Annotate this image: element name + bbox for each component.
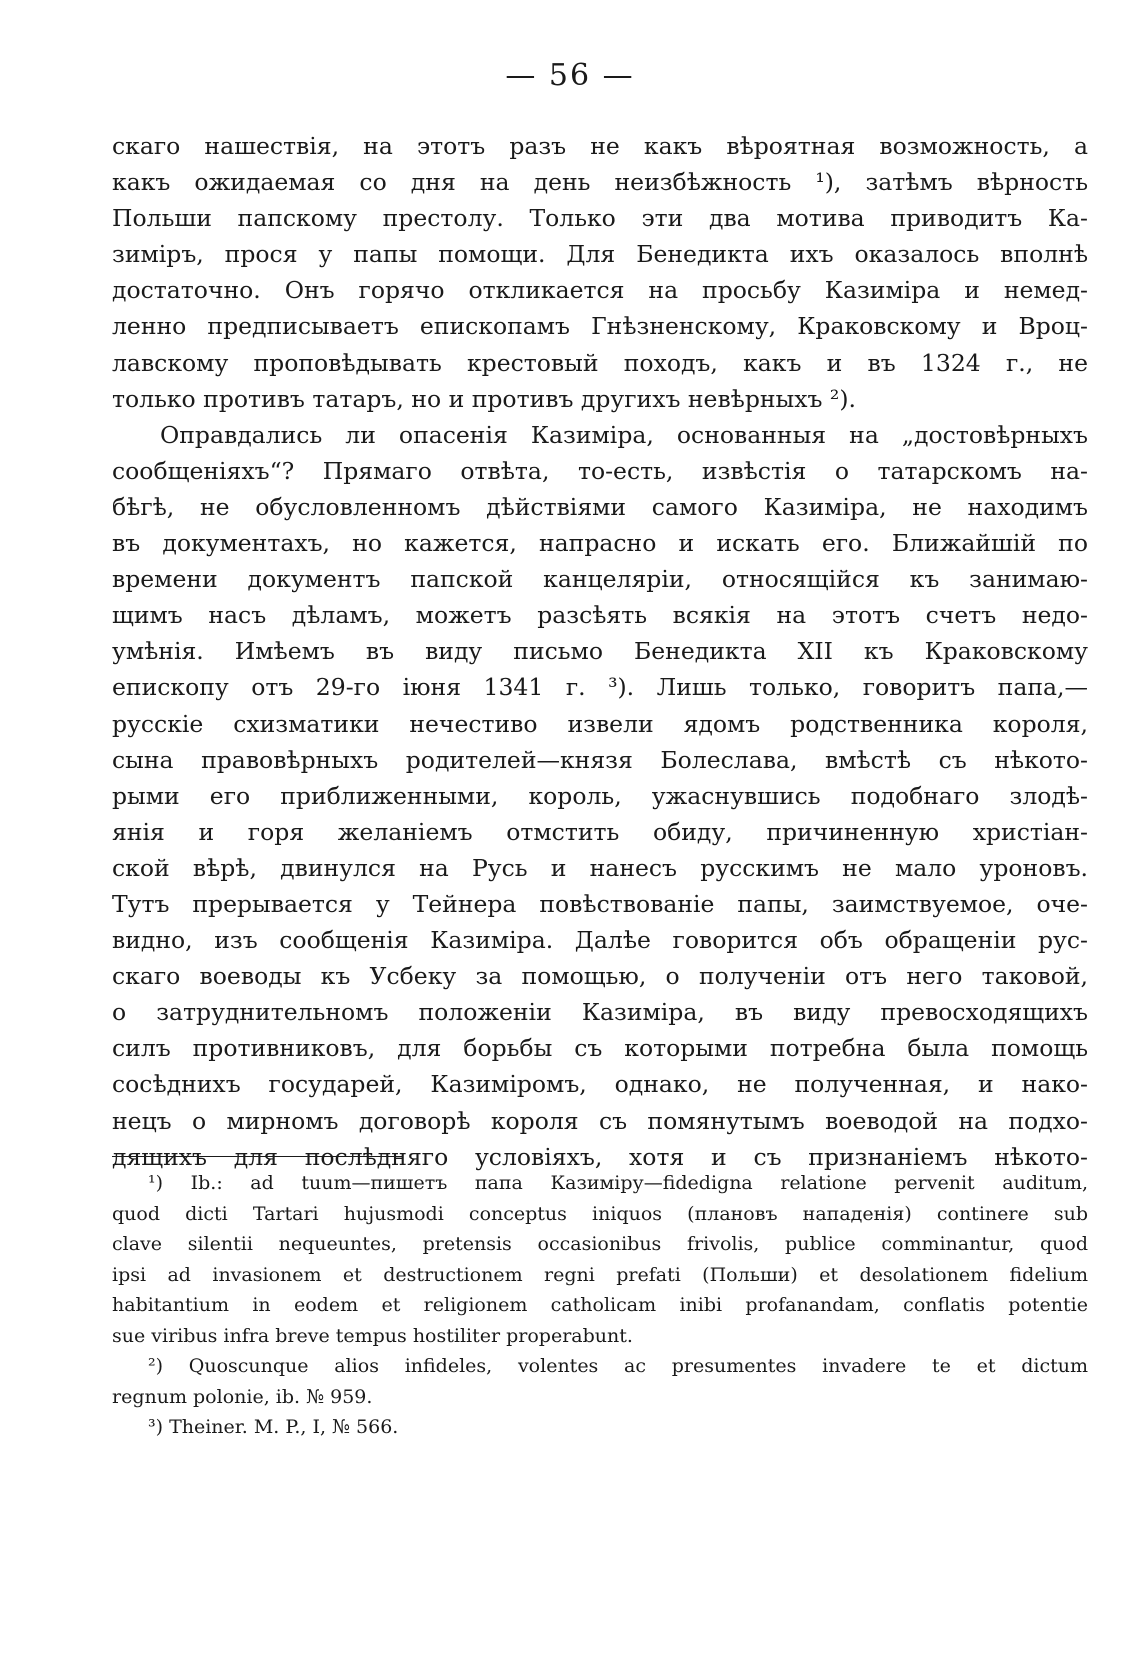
main-text — [112, 128, 1088, 1175]
text-line: умѣнія. Имѣемъ въ виду письмо Бенедикта XII къ Краковскому — [112, 637, 1088, 666]
text-line: видно, изъ сообщенія Казиміра. Далѣе говорится объ обращеніи рус- — [112, 926, 1088, 955]
text-line: бѣгѣ, не обусловленномъ дѣйствіями самого Казиміра, не находимъ — [112, 492, 1088, 521]
text-line: скаго воеводы къ Усбеку за помощью, о полученіи отъ него таковой, — [112, 962, 1088, 991]
footnote-line: clave silentii nequeuntes, pretensis occasionibus frivolis, publice comminantur, quod — [112, 1233, 1088, 1255]
text-line: какъ ожидаемая со дня на день неизбѣжность ¹), затѣмъ вѣрность — [112, 168, 1088, 197]
text-line: епископу отъ 29-го іюня 1341 г. ³). Лишь только, говоритъ папа,— — [112, 673, 1088, 702]
footnote-line: ipsi ad invasionem et destructionem regni prefati (Польши) et desolationem fidelium — [112, 1263, 1088, 1286]
text-line: Тутъ прерывается у Тейнера повѣствованіе папы, заимствуемое, оче- — [112, 889, 1088, 918]
text-line: времени документъ папской канцеляріи, относящійся къ занимаю- — [112, 565, 1088, 594]
text-line: сына правовѣрныхъ родителей—князя Болеслава, вмѣстѣ съ нѣкото- — [112, 745, 1088, 774]
footnote-line: quod dicti Tartari hujusmodi conceptus iniquos (плановъ нападенія) continere sub — [112, 1202, 1088, 1225]
footnote-line: ²) Quoscunque alios infideles, volentes ac presumentes invadere te et dictum — [148, 1355, 1088, 1377]
text-line: сообщеніяхъ“? Прямаго отвѣта, то-есть, извѣстія о татарскомъ на- — [112, 456, 1088, 485]
footnote-line: ³) Theiner. M. P., I, № 566. — [148, 1416, 399, 1438]
text-line: лавскому проповѣдывать крестовый походъ, какъ и въ 1324 г., не — [112, 348, 1088, 377]
text-line: Польши папскому престолу. Только эти два мотива приводитъ Ка- — [112, 204, 1088, 233]
text-line: только противъ татаръ, но и противъ другихъ невѣрныхъ ²). — [112, 384, 856, 413]
footnote-line: regnum polonie, ib. № 959. — [112, 1385, 373, 1408]
text-line: силъ противниковъ, для борьбы съ которыми потребна была помощь — [112, 1034, 1088, 1063]
text-line: зиміръ, прося у папы помощи. Для Бенедикта ихъ оказалось вполнѣ — [112, 240, 1088, 269]
text-line: сосѣднихъ государей, Казиміромъ, однако, не полученная, и нако- — [112, 1070, 1088, 1099]
page-number: — 56 — — [505, 58, 635, 93]
text-line: въ документахъ, но кажется, напрасно и искать его. Ближайшій по — [112, 529, 1088, 558]
footnotes — [112, 1168, 1088, 1443]
footnote-line: habitantium in eodem et religionem catholicam inibi profanandam, conflatis potentie — [112, 1294, 1088, 1316]
text-line: о затруднительномъ положеніи Казиміра, въ виду превосходящихъ — [112, 998, 1088, 1027]
text-line: скаго нашествія, на этотъ разъ не какъ вѣроятная возможность, а — [112, 132, 1088, 160]
text-line: щимъ насъ дѣламъ, можетъ разсѣять всякія на этотъ счетъ недо- — [112, 601, 1088, 630]
text-line: ленно предписываетъ епископамъ Гнѣзненскому, Краковскому и Вроц- — [112, 312, 1088, 341]
text-line: нецъ о мирномъ договорѣ короля съ помянутымъ воеводой на подхо- — [112, 1106, 1088, 1135]
footnote-line: sue viribus infra breve tempus hostiliter properabunt. — [112, 1324, 633, 1347]
text-line: Оправдались ли опасенія Казиміра, основанныя на „достовѣрныхъ — [160, 420, 1088, 449]
text-line: русскіе схизматики нечестиво извели ядомъ родственника короля, — [112, 709, 1088, 738]
footnote-line: ¹) Ib.: ad tuum—пишетъ папа Казиміру—fidedigna relatione pervenit auditum, — [148, 1172, 1088, 1194]
text-line: янія и горя желаніемъ отмстить обиду, причиненную христіан- — [112, 817, 1088, 846]
text-line: ской вѣрѣ, двинулся на Русь и нанесъ русскимъ не мало уроновъ. — [112, 853, 1088, 882]
footnote-separator — [112, 1156, 402, 1157]
text-line: дящихъ для послѣдняго условіяхъ, хотя и съ признаніемъ нѣкото- — [112, 1142, 1088, 1171]
text-line: рыми его приближенными, король, ужаснувшись подобнаго злодѣ- — [112, 781, 1088, 810]
text-line: достаточно. Онъ горячо откликается на просьбу Казиміра и немед- — [112, 276, 1088, 305]
